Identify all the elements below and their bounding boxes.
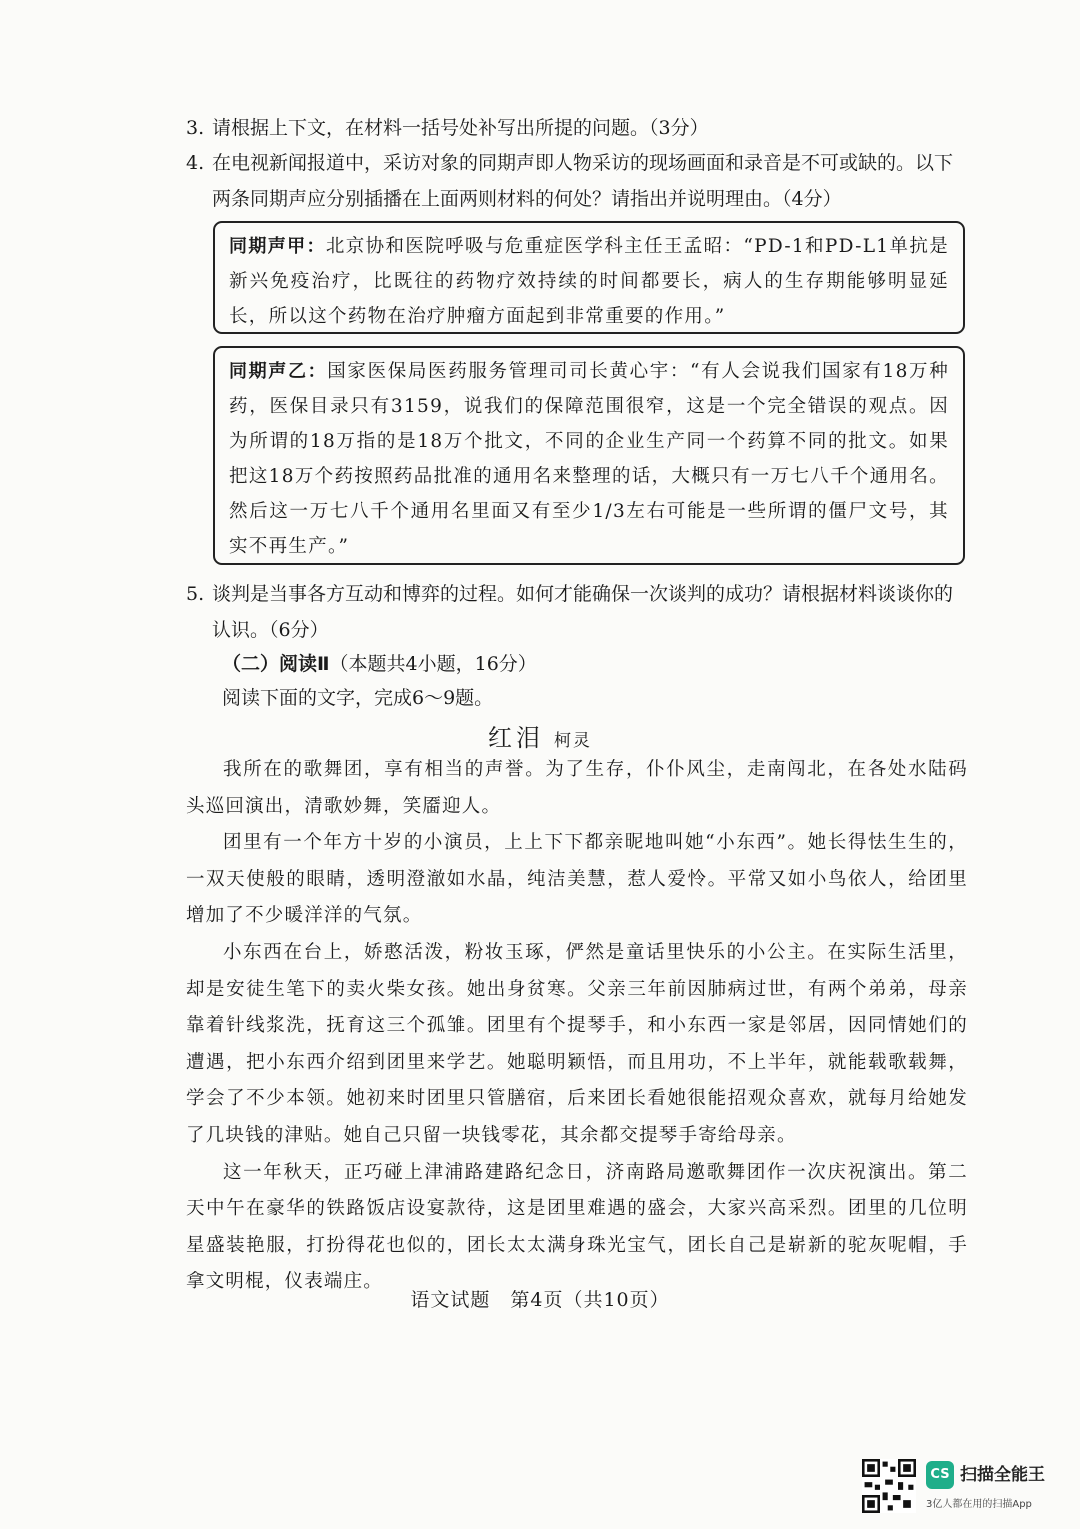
scanner-watermark bbox=[862, 1459, 1062, 1515]
soundbite-label: 同期声乙： bbox=[229, 361, 328, 382]
soundbite-text: 北京协和医院呼吸与危重症医学科主任王孟昭：“PD-1和PD-L1单抗是新兴免疫治疗，比既往的药物疗效持续的时间都要长，病人的生存期能够明显延长，所以这个药物在治疗肿瘤方面起到非常重要的作用。” bbox=[229, 236, 949, 327]
question-4 bbox=[186, 145, 972, 217]
section-heading bbox=[222, 647, 537, 681]
question-number: 3. bbox=[186, 117, 205, 139]
story-paragraph: 小东西在台上，娇憨活泼，粉妆玉琢，俨然是童话里快乐的小公主。在实际生活里，却是安徒生笔下的卖火柴女孩。她出身贫寒。父亲三年前因肺病过世，有两个弟弟，母亲靠着针线浆洗，抚育这三个孤雏。团里有个提琴手，和小东西一家是邻居，因同情她们的遭遇，把小东西介绍到团里来学艺。她聪明颖悟，而且用功，不上半年，就能载歌载舞，学会了不少本领。她初来时团里只管膳宿，后来团长看她很能招观众喜欢，就每月给她发了几块钱的津贴。她自己只留一块钱零花，其余都交提琴手寄给母亲。 bbox=[186, 941, 968, 1146]
question-number: 4. bbox=[186, 152, 205, 174]
question-text-line-2: 认识。（6分） bbox=[212, 619, 329, 641]
camscanner-logo-icon: CS bbox=[926, 1461, 954, 1489]
story-paragraph: 这一年秋天，正巧碰上津浦路建路纪念日，济南路局邀歌舞团作一次庆祝演出。第二天中午在豪华的铁路饭店设宴款待，这是团里难遇的盛会，大家兴高采烈。团里的几位明星盛装艳服，打扮得花也似的，团长太太满身珠光宝气，团长自己是崭新的驼灰呢帽，手拿文明棍，仪表端庄。 bbox=[186, 1161, 968, 1293]
question-text-line-1: 在电视新闻报道中，采访对象的同期声即人物采访的现场画面和录音是不可或缺的。以下 bbox=[212, 152, 954, 174]
story-body bbox=[186, 752, 968, 1301]
soundbite-box-jia bbox=[213, 221, 965, 334]
soundbite-box-yi bbox=[213, 346, 965, 565]
page-footer: 语文试题 第4页（共10页） bbox=[410, 1289, 670, 1311]
camscanner-name: 扫描全能王 bbox=[960, 1465, 1045, 1485]
story-title-line bbox=[0, 718, 1080, 753]
camscanner-tagline: 3亿人都在用的扫描App bbox=[926, 1499, 1032, 1510]
story-paragraph: 我所在的歌舞团，享有相当的声誉。为了生存，仆仆风尘，走南闯北，在各处水陆码头巡回演出，清歌妙舞，笑靥迎人。 bbox=[186, 759, 968, 817]
question-text-line-2: 两条同期声应分别插播在上面两则材料的何处？请指出并说明理由。（4分） bbox=[212, 188, 842, 210]
question-5 bbox=[186, 576, 972, 648]
story-author: 柯灵 bbox=[554, 731, 592, 751]
question-3 bbox=[186, 110, 972, 146]
section-note: （本题共4小题，16分） bbox=[329, 653, 537, 675]
question-text-line-1: 谈判是当事各方互动和博弈的过程。如何才能确保一次谈判的成功？请根据材料谈谈你的 bbox=[212, 583, 954, 605]
soundbite-label: 同期声甲： bbox=[229, 236, 326, 257]
section-title: （二）阅读Ⅱ bbox=[222, 653, 330, 675]
qr-code-icon bbox=[862, 1459, 916, 1513]
question-text: 请根据上下文，在材料一括号处补写出所提的问题。（3分） bbox=[212, 117, 709, 139]
story-paragraph: 团里有一个年方十岁的小演员，上上下下都亲昵地叫她“小东西”。她长得怯生生的，一双天使般的眼睛，透明澄澈如水晶，纯洁美慧，惹人爱怜。平常又如小鸟依人，给团里增加了不少暖洋洋的气氛。 bbox=[186, 832, 968, 927]
section-instruction: 阅读下面的文字，完成6～9题。 bbox=[222, 687, 494, 709]
question-number: 5. bbox=[186, 583, 205, 605]
story-title: 红泪 bbox=[488, 724, 544, 752]
soundbite-text: 国家医保局医药服务管理司司长黄心宇：“有人会说我们国家有18万种药，医保目录只有3159，说我们的保障范围很窄，这是一个完全错误的观点。因为所谓的18万指的是18万个批文，不同的企业生产同一个药算不同的批文。如果把这18万个药按照药品批准的通用名来整理的话，大概只有一万七八千个通用名。然后这一万七八千个通用名里面又有至少1/3左右可能是一些所谓的僵尸文号，其实不再生产。” bbox=[229, 361, 950, 557]
